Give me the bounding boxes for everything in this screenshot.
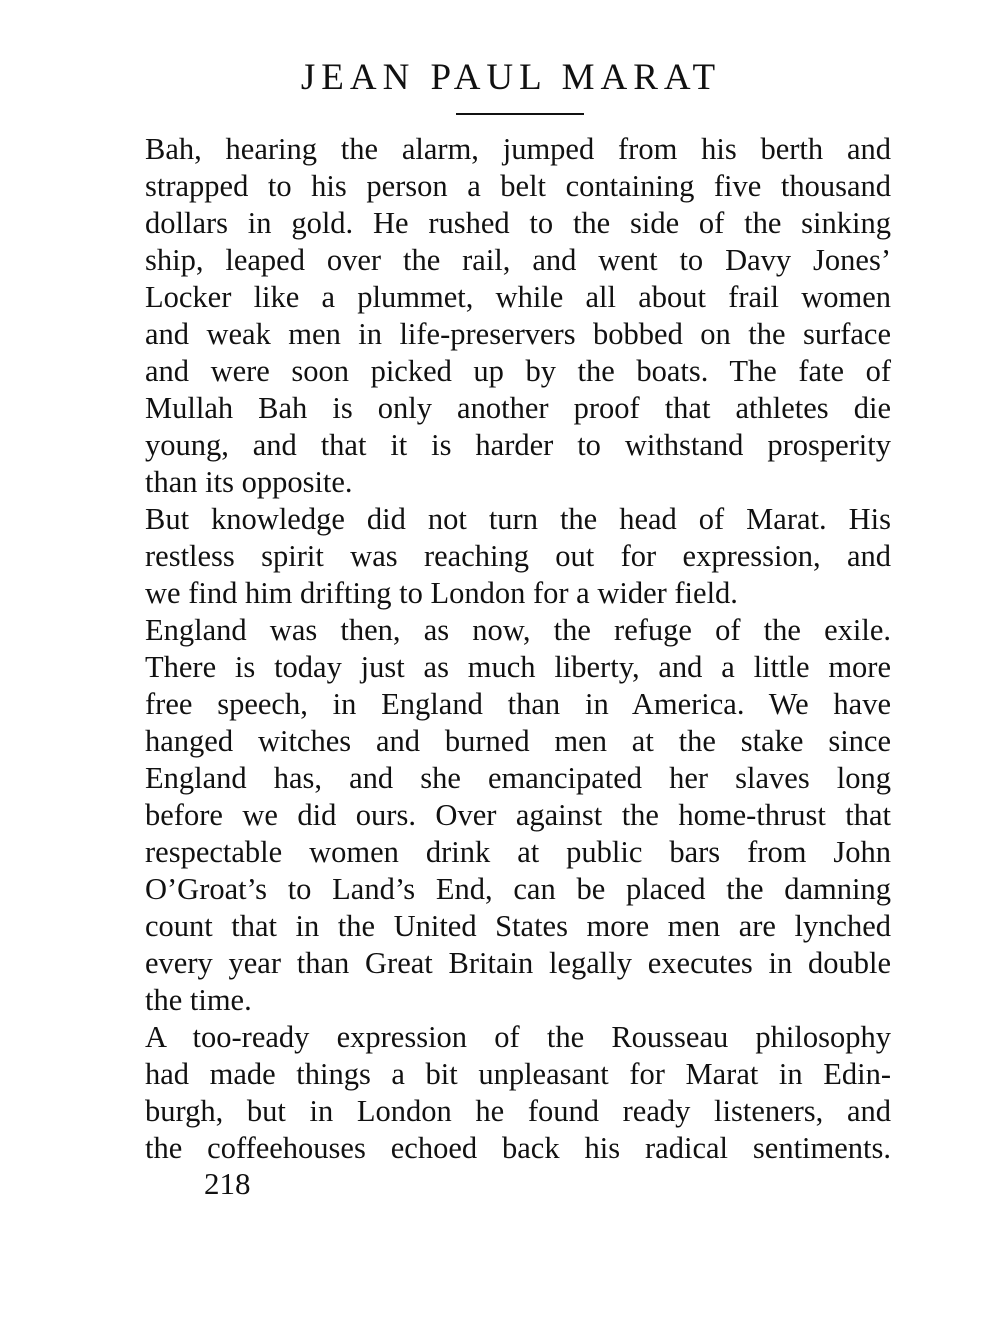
text-line: But knowledge did not turn the head of Marat. His: [145, 502, 891, 536]
text-line: before we did ours. Over against the home-thrust that: [145, 798, 891, 832]
text-line: free speech, in England than in America. We have: [145, 687, 891, 721]
page-body: [145, 131, 891, 1167]
text-line: and were soon picked up by the boats. The fate of: [145, 354, 891, 388]
text-line: burgh, but in London he found ready listeners, and: [145, 1094, 891, 1128]
text-line: respectable women drink at public bars from John: [145, 835, 891, 869]
text-line: ship, leaped over the rail, and went to Davy Jones’: [145, 243, 891, 277]
text-line: England has, and she emancipated her slaves long: [145, 761, 891, 795]
text-line: hanged witches and burned men at the stake since: [145, 724, 891, 758]
text-line: than its opposite.: [145, 465, 353, 499]
text-line: young, and that it is harder to withstand prosperity: [145, 428, 891, 462]
text-line: the time.: [145, 983, 252, 1017]
text-line: England was then, as now, the refuge of the exile.: [145, 613, 891, 647]
text-line: dollars in gold. He rushed to the side of the sinking: [145, 206, 891, 240]
text-line: O’Groat’s to Land’s End, can be placed the damning: [145, 872, 891, 906]
text-line: and weak men in life-preservers bobbed on the surface: [145, 317, 891, 351]
page-number: 218: [204, 1166, 251, 1201]
text-line: strapped to his person a belt containing five thousand: [145, 169, 891, 203]
text-line: had made things a bit unpleasant for Marat in Edin-: [145, 1057, 891, 1091]
text-line: There is today just as much liberty, and a little more: [145, 650, 891, 684]
text-line: count that in the United States more men are lynched: [145, 909, 891, 943]
text-line: we find him drifting to London for a wider field.: [145, 576, 738, 610]
text-line: Bah, hearing the alarm, jumped from his berth and: [145, 132, 891, 166]
text-line: A too-ready expression of the Rousseau philosophy: [145, 1020, 891, 1054]
text-line: Mullah Bah is only another proof that athletes die: [145, 391, 891, 425]
text-line: the coffeehouses echoed back his radical sentiments.: [145, 1131, 891, 1165]
text-line: every year than Great Britain legally executes in double: [145, 946, 891, 980]
text-line: Locker like a plummet, while all about frail women: [145, 280, 891, 314]
title-rule: [456, 113, 584, 115]
text-line: restless spirit was reaching out for expression, and: [145, 539, 891, 573]
running-title: JEAN PAUL MARAT: [300, 57, 722, 98]
